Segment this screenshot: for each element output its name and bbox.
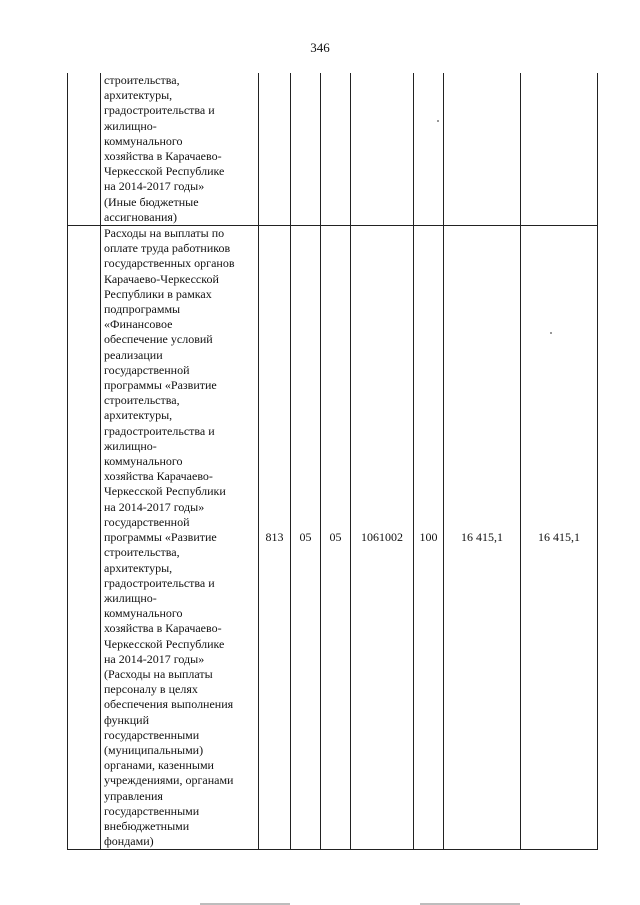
description-line: строительства,: [104, 545, 180, 560]
description-line: функций: [104, 712, 149, 727]
description-line: обеспечения выполнения: [104, 697, 234, 712]
description-line: программы «Развитие: [104, 530, 217, 545]
scan-artifact: [437, 120, 439, 122]
description-line: управления: [104, 788, 163, 803]
section-code-cell: [291, 73, 321, 226]
description-line: Карачаево-Черкесской: [104, 271, 219, 286]
subsection-code-cell: [321, 73, 351, 226]
description-line: обеспечение условий: [104, 332, 213, 347]
description-line: программы «Развитие: [104, 378, 217, 393]
description-line: жилищно-: [104, 118, 157, 133]
target-item-cell: [351, 73, 414, 226]
amount-1-cell: 16 415,1: [444, 226, 521, 850]
description-line: Черкесской Республике: [104, 636, 225, 651]
description-line: государственной: [104, 362, 190, 377]
description-line: ассигнования): [104, 209, 177, 224]
description-line: градостроительства и: [104, 575, 215, 590]
ministry-code-cell: 813: [259, 226, 291, 850]
description-line: (Иные бюджетные: [104, 194, 199, 209]
description-line: Расходы на выплаты по: [104, 226, 225, 241]
page-number: 346: [310, 40, 330, 55]
description-line: на 2014-2017 годы»: [104, 499, 205, 514]
table-row: [68, 226, 598, 850]
section-code-cell: 05: [291, 226, 321, 850]
description-line: градостроительства и: [104, 103, 215, 118]
description-line: внебюджетными: [104, 818, 190, 833]
description-line: государственной: [104, 514, 190, 529]
amount-2-cell: 16 415,1: [521, 226, 598, 850]
description-line: Черкесской Республики: [104, 484, 226, 499]
expense-type-cell: [414, 73, 444, 226]
description-line: фондами): [104, 834, 154, 849]
description-line: подпрограммы: [104, 302, 181, 317]
description-line: строительства,: [104, 393, 180, 408]
ministry-code-cell: [259, 73, 291, 226]
description-line: государственными: [104, 727, 200, 742]
description-cell: [101, 73, 259, 226]
description-line: градостроительства и: [104, 423, 215, 438]
description-line: на 2014-2017 годы»: [104, 179, 205, 194]
table-row: [68, 73, 598, 226]
description-line: оплате труда работников: [104, 241, 231, 256]
index-cell: [68, 73, 101, 226]
description-line: реализации: [104, 347, 163, 362]
index-cell: [68, 226, 101, 850]
description-line: архитектуры,: [104, 88, 173, 103]
amount-2-cell: [521, 73, 598, 226]
description-line: (муниципальными): [104, 742, 204, 757]
description-line: коммунального: [104, 606, 183, 621]
description-cell: [101, 226, 259, 850]
description-line: коммунального: [104, 454, 183, 469]
description-line: хозяйства в Карачаево-: [104, 149, 222, 164]
description-line: «Финансовое: [104, 317, 173, 332]
amount-1-cell: [444, 73, 521, 226]
description-line: архитектуры,: [104, 408, 173, 423]
expense-type-cell: 100: [414, 226, 444, 850]
description-line: учреждениями, органами: [104, 773, 234, 788]
description-line: коммунального: [104, 133, 183, 148]
scan-artifact: [550, 332, 552, 334]
description-line: жилищно-: [104, 438, 157, 453]
description-line: государственных органов: [104, 256, 235, 271]
budget-table: [67, 73, 598, 850]
description-line: органами, казенными: [104, 758, 214, 773]
subsection-code-cell: 05: [321, 226, 351, 850]
description-line: хозяйства в Карачаево-: [104, 621, 222, 636]
description-line: государственными: [104, 803, 200, 818]
description-line: архитектуры,: [104, 560, 173, 575]
description-line: персоналу в целях: [104, 682, 198, 697]
description-line: Черкесской Республике: [104, 164, 225, 179]
description-line: хозяйства Карачаево-: [104, 469, 213, 484]
description-line: на 2014-2017 годы»: [104, 651, 205, 666]
description-line: Республики в рамках: [104, 286, 212, 301]
description-line: (Расходы на выплаты: [104, 666, 213, 681]
target-item-cell: 1061002: [351, 226, 414, 850]
description-line: строительства,: [104, 73, 180, 87]
description-line: жилищно-: [104, 590, 157, 605]
